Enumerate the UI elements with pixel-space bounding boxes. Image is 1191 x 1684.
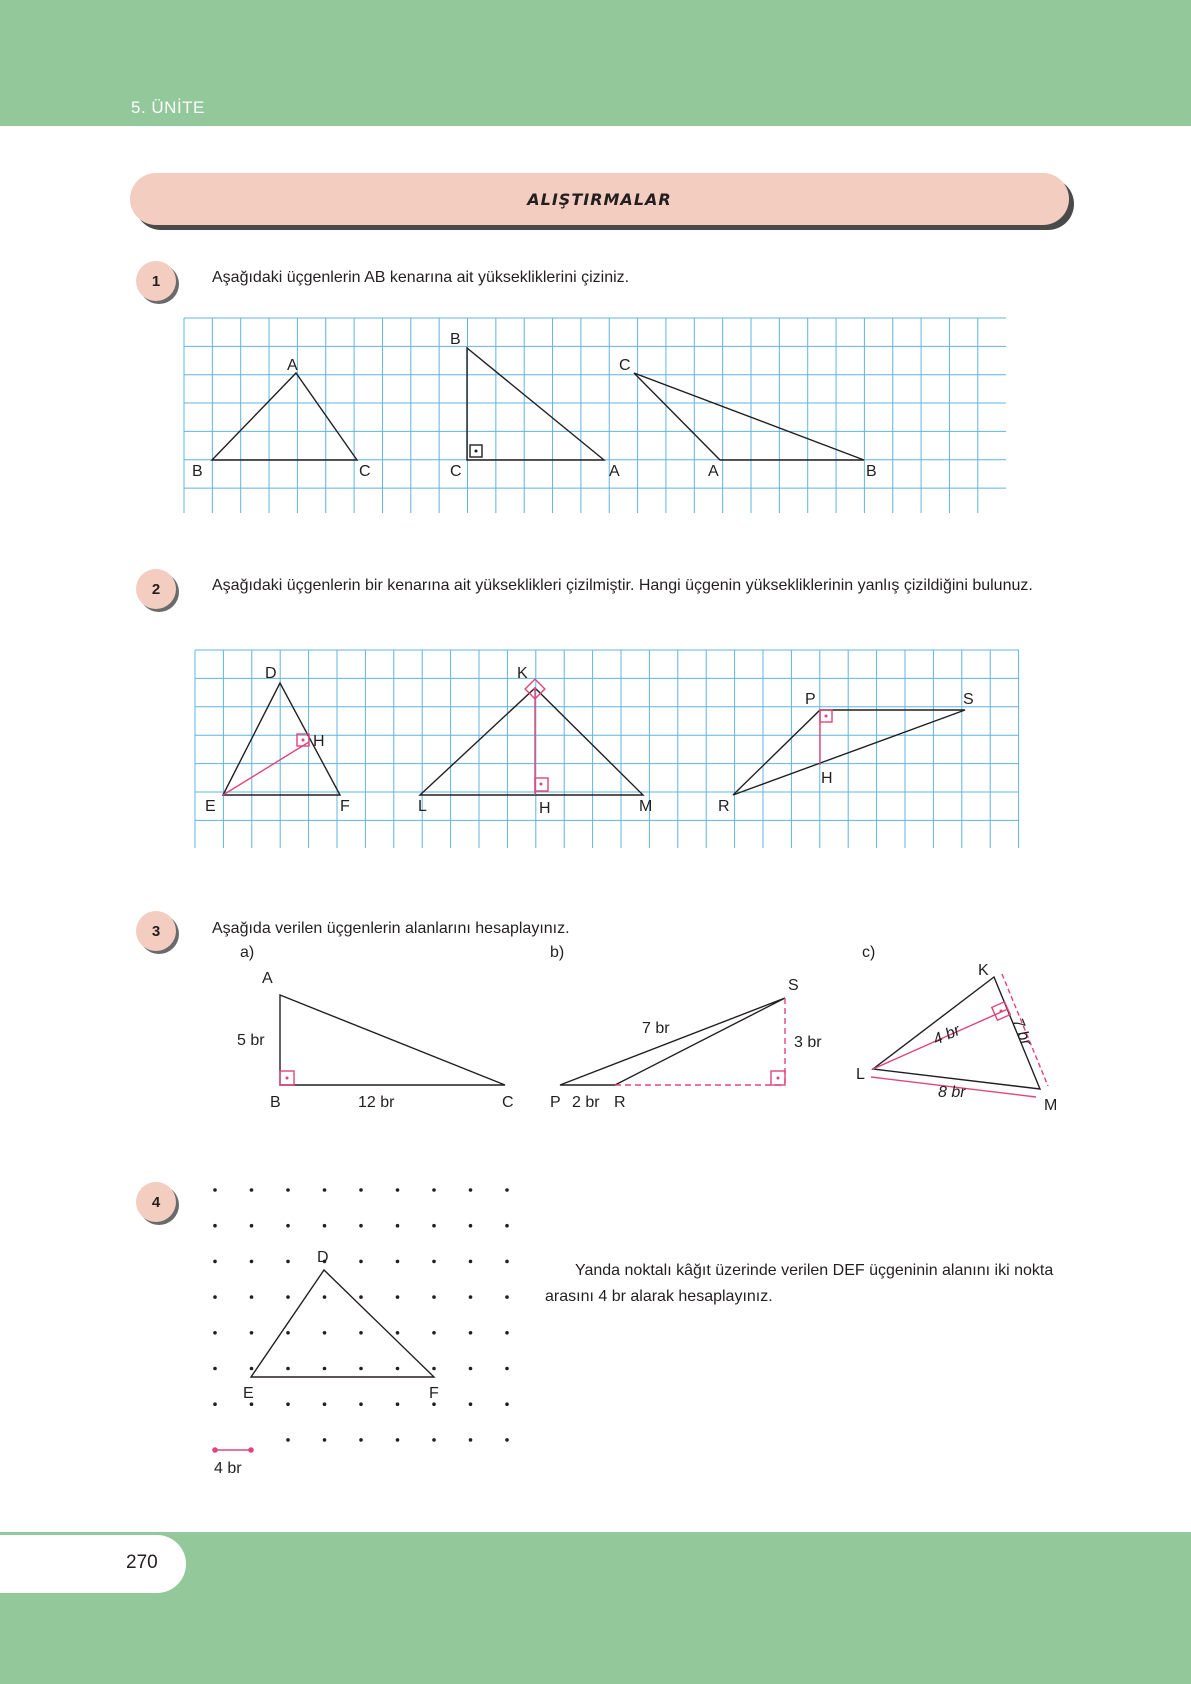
question-number-3: 3 [136, 911, 176, 951]
measure: 4 br [930, 1021, 963, 1049]
label-m: M [639, 798, 653, 815]
dot-paper [200, 1180, 530, 1480]
label-l: L [856, 1066, 865, 1083]
figure-3a [230, 945, 530, 1125]
label-b: B [866, 463, 877, 480]
part-label: a) [240, 944, 255, 961]
label-a: A [708, 463, 719, 480]
label-f: F [429, 1385, 439, 1402]
scale-bar [213, 1448, 253, 1452]
question-number-2: 2 [136, 569, 176, 609]
measure: 3 br [794, 1034, 822, 1051]
measure: 5 br [237, 1032, 265, 1049]
measure: 2 br [572, 1094, 600, 1111]
label-c: C [619, 357, 631, 374]
label-d: D [317, 1249, 329, 1266]
figure-3b [540, 945, 840, 1125]
page-title: ALIŞTIRMALAR [527, 189, 672, 209]
label-b: B [270, 1094, 281, 1111]
dot-grid [213, 1188, 509, 1442]
grid-paper-1 [184, 318, 1006, 518]
triangle-abc [280, 995, 505, 1085]
label-l: L [418, 798, 427, 815]
question-3-text: Aşağıda verilen üçgenlerin alanlarını hesaplayınız. [212, 920, 570, 937]
label-c: C [450, 463, 462, 480]
question-4-text: Yanda noktalı kâğıt üzerinde verilen DEF üçgeninin alanını iki nokta arasını 4 br alarak hesaplayınız. [545, 1262, 1054, 1305]
figure-3c [850, 945, 1080, 1125]
label-p: P [550, 1094, 561, 1111]
triangle-abc-1 [212, 373, 357, 460]
label-k: K [978, 962, 989, 979]
label-s: S [788, 977, 799, 994]
unit-label: 5. ÜNİTE [131, 98, 205, 117]
label-a: A [609, 463, 620, 480]
title-banner [130, 173, 1069, 225]
triangle-klm [420, 688, 643, 795]
triangle-abc-2 [467, 348, 604, 460]
label-c: C [359, 463, 371, 480]
label-h: H [821, 770, 833, 787]
label-r: R [718, 798, 730, 815]
label-b: B [192, 463, 203, 480]
label-e: E [205, 798, 216, 815]
measure: 7 br [642, 1020, 670, 1037]
part-label: b) [550, 944, 565, 961]
question-1-text: Aşağıdaki üçgenlerin AB kenarına ait yüksekliklerini çiziniz. [212, 269, 630, 286]
label-f: F [340, 798, 350, 815]
part-label: c) [862, 944, 876, 961]
question-number-1: 1 [136, 261, 176, 301]
grid-lines [184, 318, 1006, 513]
label-b: B [450, 331, 461, 348]
page-number-tab [0, 1535, 186, 1593]
label-s: S [963, 691, 974, 708]
scale-label: 4 br [214, 1460, 242, 1477]
label-h: H [539, 800, 551, 817]
label-d: D [265, 665, 277, 682]
measure: 12 br [358, 1094, 395, 1111]
triangle-prs [733, 710, 965, 795]
triangle-abc-3 [634, 373, 864, 460]
label-m: M [1044, 1097, 1058, 1114]
triangle-def [251, 1270, 434, 1377]
label-k: K [517, 665, 528, 682]
question-2-text: Aşağıdaki üçgenlerin bir kenarına ait yükseklikleri çizilmiştir. Hangi üçgenin yüksekliklerinin yanlış çizildiğini bulunuz. [212, 577, 1033, 594]
triangle-psr [560, 998, 785, 1085]
question-number-4: 4 [136, 1182, 176, 1222]
measure: 8 br [938, 1084, 966, 1101]
label-r: R [614, 1094, 626, 1111]
label-e: E [243, 1385, 254, 1402]
page-number: 270 [126, 1552, 158, 1573]
measure: 7 br [1008, 1016, 1035, 1049]
label-p: P [805, 691, 816, 708]
label-c: C [502, 1094, 514, 1111]
label-h: H [313, 733, 325, 750]
grid-paper-2 [195, 650, 1019, 850]
label-a: A [287, 357, 298, 374]
label-a: A [262, 970, 273, 987]
